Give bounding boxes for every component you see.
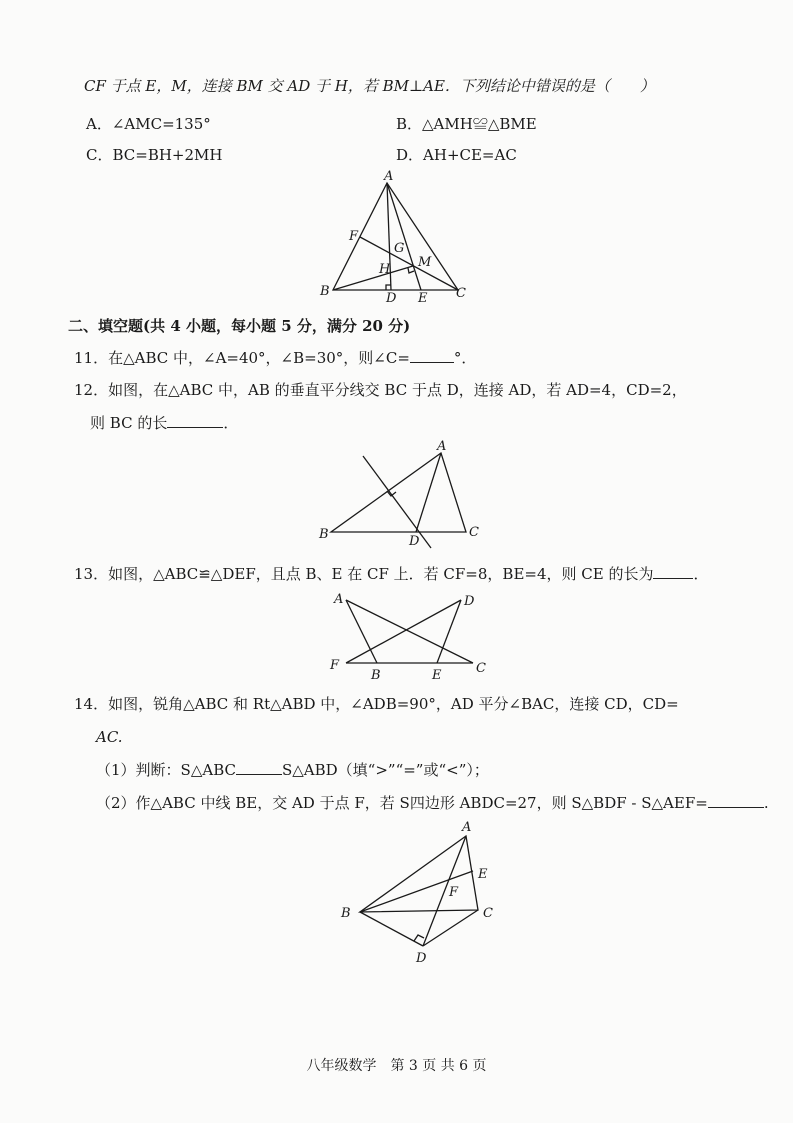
q10-label-e: E	[418, 291, 428, 306]
q14-label-f: F	[449, 885, 459, 900]
q10-label-d: D	[386, 291, 397, 306]
q10-label-g: G	[394, 241, 405, 256]
q10-label-f: F	[349, 229, 359, 244]
q12-line1: 12．如图，在△ABC 中，AB 的垂直平分线交 BC 于点 D，连接 AD，若 AD=4，CD=2，	[74, 381, 687, 399]
q13-label-c: C	[476, 661, 486, 676]
q12-label-a: A	[437, 439, 447, 454]
q10-label-a: A	[384, 169, 394, 184]
q14-right-angle-d	[414, 935, 424, 941]
q14-triangle-abc	[360, 836, 478, 912]
q12-label-b: B	[319, 527, 329, 542]
q10-option-d: D．AH+CE=AC	[396, 146, 517, 164]
q13-label-b: B	[371, 668, 381, 683]
q14-part1-text: （1）判断：S△ABC	[96, 761, 236, 779]
q10-stem: CF 于点 E，M，连接 BM 交 AD 于 H，若 BM⊥AE．下列结论中错误的是（ ）	[84, 77, 655, 95]
q14-part1-text-end: S△ABD（填“>”“=”或“<”）；	[281, 761, 489, 779]
q14-label-c: C	[483, 906, 493, 921]
q14-label-d: D	[416, 951, 427, 966]
q14-segment-cd	[423, 910, 478, 946]
q11-text-end: °．	[453, 349, 477, 367]
q14-part2-text-end: .	[763, 794, 769, 812]
q14-label-a: A	[462, 820, 472, 835]
q13-label-e: E	[432, 668, 442, 683]
q14-label-e: E	[478, 867, 488, 882]
q14-line2: AC.	[96, 728, 123, 746]
q13-label-a: A	[334, 592, 344, 607]
q10-option-c: C．BC=BH+2MH	[86, 146, 223, 164]
page-footer: 八年级数学 第 3 页 共 6 页	[306, 1058, 487, 1074]
q12-text: 则 BC 的长	[90, 414, 168, 432]
q10-label-m: M	[418, 255, 432, 270]
q14-segment-bd	[360, 912, 423, 946]
q13-label-d: D	[464, 594, 475, 609]
q10-label-c: C	[456, 286, 466, 301]
q10-option-b: B．△AMH≌△BME	[396, 115, 537, 133]
q12-label-d: D	[409, 534, 420, 549]
q14-segment-ad	[423, 836, 466, 946]
q14-label-b: B	[341, 906, 351, 921]
q13-text: 13．如图，△ABC≌△DEF，且点 B、E 在 CF 上．若 CF=8，BE=4，则 CE 的长为	[74, 565, 654, 583]
q11-text: 11．在△ABC 中，∠A=40°，∠B=30°，则∠C=	[74, 349, 410, 367]
q13-label-f: F	[330, 658, 340, 673]
q14-part2-text: （2）作△ABC 中线 BE，交 AD 于点 F，若 S四边形 ABDC=27，则 S△BDF - S△AEF=	[96, 794, 708, 812]
q10-label-h: H	[379, 262, 391, 277]
q12-label-c: C	[469, 525, 479, 540]
q14-line1: 14．如图，锐角△ABC 和 Rt△ABD 中，∠ADB=90°，AD 平分∠BAC，连接 CD，CD=	[74, 695, 679, 713]
q12-text-end: ．	[223, 414, 239, 432]
q13-text-end: ．	[693, 565, 709, 583]
q10-label-b: B	[320, 284, 330, 299]
q10-option-a: A．∠AMC=135°	[86, 115, 211, 133]
section2-heading: 二、填空题(共 4 小题，每小题 5 分，满分 20 分)	[68, 317, 411, 335]
